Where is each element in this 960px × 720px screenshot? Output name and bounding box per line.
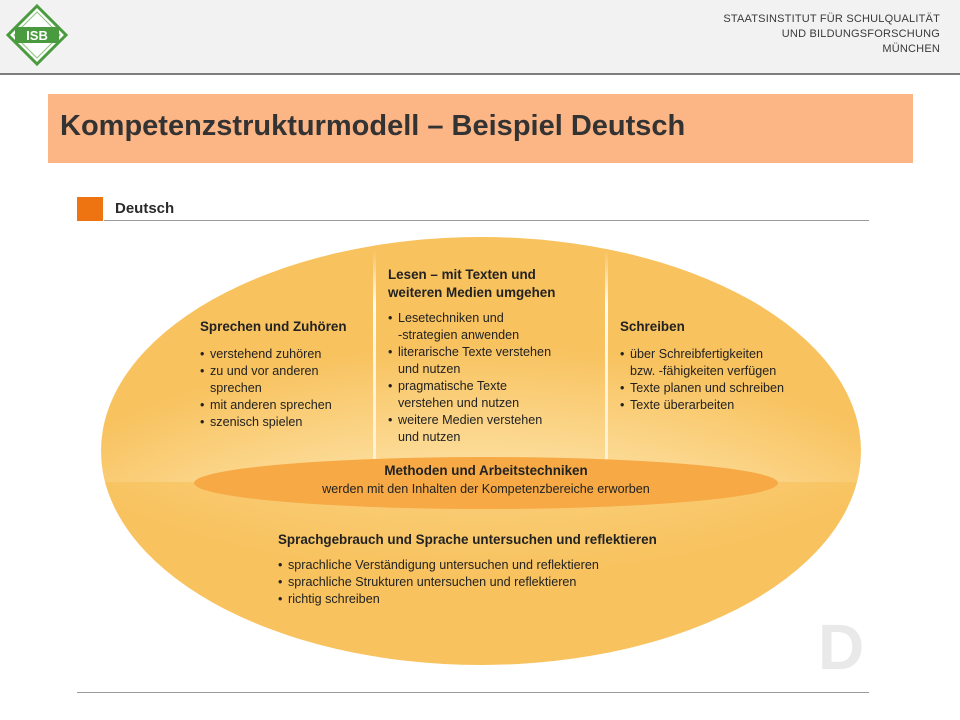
methods-heading: Methoden und Arbeitstechniken: [384, 463, 588, 478]
list-item: • pragmatische Texte verstehen und nutzen: [388, 378, 603, 412]
block-reading: [388, 266, 603, 446]
block-speaking-heading: Sprechen und Zuhören: [200, 319, 347, 334]
subject-watermark: D: [818, 611, 865, 683]
list-item: • Lesetechniken und -strategien anwenden: [388, 310, 603, 344]
block-speaking-listening: [200, 318, 370, 431]
block-language-use: [278, 531, 718, 608]
list-item: • sprachliche Verständigung untersuchen und reflektieren: [278, 557, 718, 574]
page-title: Kompetenzstrukturmodell – Beispiel Deutsch: [60, 110, 686, 142]
institute-line-2: UND BILDUNGSFORSCHUNG: [781, 28, 940, 40]
divider-line-right: [605, 250, 608, 468]
block-language-list: [278, 557, 718, 608]
bottom-divider: [77, 692, 869, 693]
divider-line-left: [373, 250, 376, 468]
list-item: • Texte überarbeiten: [620, 397, 820, 414]
list-item: • mit anderen sprechen: [200, 397, 370, 414]
block-writing-heading: Schreiben: [620, 319, 685, 334]
methods-text: [196, 462, 776, 498]
list-item: • zu und vor anderen sprechen: [200, 363, 370, 397]
list-item: • literarische Texte verstehen und nutzen: [388, 344, 603, 378]
list-item: • szenisch spielen: [200, 414, 370, 431]
block-speaking-list: [200, 346, 370, 431]
list-item: • verstehend zuhören: [200, 346, 370, 363]
block-writing: [620, 318, 820, 414]
block-language-heading: Sprachgebrauch und Sprache untersuchen und reflektieren: [278, 532, 657, 547]
list-item: • über Schreibfertigkeiten bzw. -fähigkeiten verfügen: [620, 346, 820, 380]
institute-line-3: MÜNCHEN: [882, 43, 940, 55]
list-item: • weitere Medien verstehen und nutzen: [388, 412, 603, 446]
list-item: • sprachliche Strukturen untersuchen und reflektieren: [278, 574, 718, 591]
logo-text: ISB: [26, 28, 48, 43]
section-label: Deutsch: [115, 200, 175, 217]
block-writing-list: [620, 346, 820, 414]
list-item: • Texte planen und schreiben: [620, 380, 820, 397]
list-item: • richtig schreiben: [278, 591, 718, 608]
block-reading-list: [388, 310, 603, 446]
institute-line-1: STAATSINSTITUT FÜR SCHULQUALITÄT: [723, 13, 940, 25]
methods-description: werden mit den Inhalten der Kompetenzbereiche erworben: [322, 482, 650, 496]
block-reading-heading: Lesen – mit Texten und weiteren Medien umgehen: [388, 267, 556, 300]
